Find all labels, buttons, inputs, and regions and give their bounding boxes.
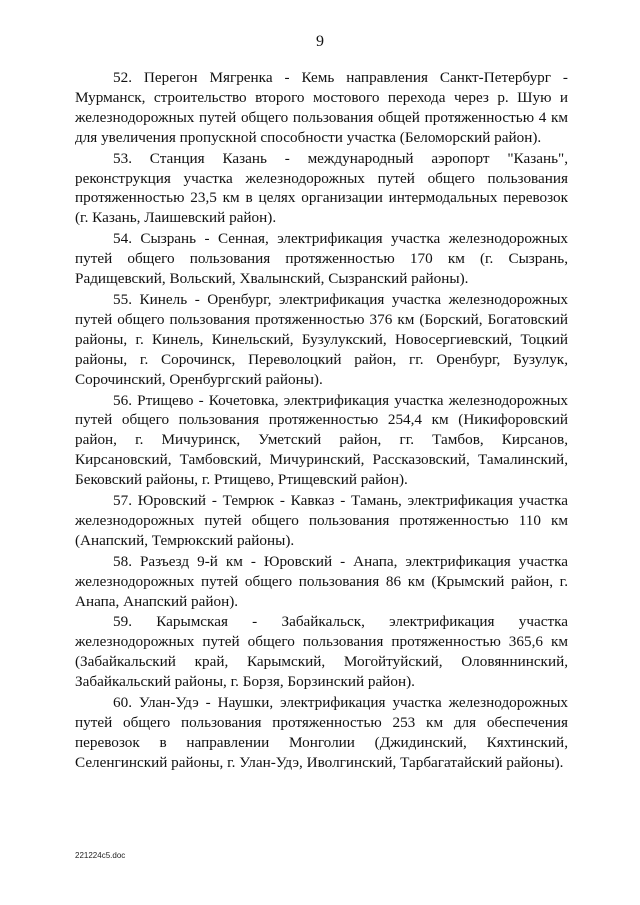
- paragraph-52: 52. Перегон Мягренка - Кемь направления Санкт-Петербург - Мурманск, строительство второго мостового перехода через р. Шую и железнодорожных путей общего пользования общей протяженностью 4 км для увеличения пропускной способности участка (Беломорский район).: [75, 69, 568, 146]
- paragraph-57: 57. Юровский - Темрюк - Кавказ - Тамань, электрификация участка железнодорожных путей общего пользования протяженностью 110 км (Анапский, Темрюкский районы).: [75, 492, 568, 549]
- paragraph-60: 60. Улан-Удэ - Наушки, электрификация участка железнодорожных путей общего пользования протяженностью 253 км для обеспечения перевозок в направлении Монголии (Джидинский, Кяхтинский, Селенгинский районы, г. Улан-Удэ, Иволгинский, Тарбагатайский районы).: [75, 694, 568, 771]
- paragraph-53: 53. Станция Казань - международный аэропорт "Казань", реконструкция участка железнодорожных путей общего пользования протяженностью 23,5 км в целях организации интермодальных перевозок (г. Казань, Лаишевский район).: [75, 149, 568, 227]
- page-number: 9: [316, 33, 324, 50]
- file-name-footer: 221224c5.doc: [75, 851, 126, 860]
- paragraph-56: 56. Ртищево - Кочетовка, электрификация участка железнодорожных путей общего пользования протяженностью 254,4 км (Никифоровский район, г. Мичуринск, Уметский район, гг. Тамбов, Кирсанов, Кирсановский, Тамбовский, Мичуринский, Рассказовский, Тамалинский, Бековский районы, г. Ртищево, Ртищевский район).: [75, 391, 568, 489]
- document-body: [75, 68, 568, 774]
- paragraph-54: 54. Сызрань - Сенная, электрификация участка железнодорожных путей общего пользования протяженностью 170 км (г. Сызрань, Радищевский, Вольский, Хвалынский, Сызранский районы).: [75, 230, 568, 288]
- paragraph-59: 59. Карымская - Забайкальск, электрификация участка железнодорожных путей общего пользования протяженностью 365,6 км (Забайкальский край, Карымский, Могойтуйский, Оловяннинский, Забайкальский районы, г. Борзя, Борзинский район).: [75, 613, 568, 691]
- paragraph-55: 55. Кинель - Оренбург, электрификация участка железнодорожных путей общего пользования протяженностью 376 км (Борский, Богатовский районы, г. Кинель, Кинельский, Бузулукский, Новосергиевский, Тоцкий районы, г. Сорочинск, Переволоцкий район, гг. Оренбург, Бузулук, Сорочинский, Оренбургский районы).: [75, 290, 568, 388]
- paragraph-58: 58. Разъезд 9-й км - Юровский - Анапа, электрификация участка железнодорожных путей общего пользования 86 км (Крымский район, г. Анапа, Анапский район).: [75, 552, 568, 610]
